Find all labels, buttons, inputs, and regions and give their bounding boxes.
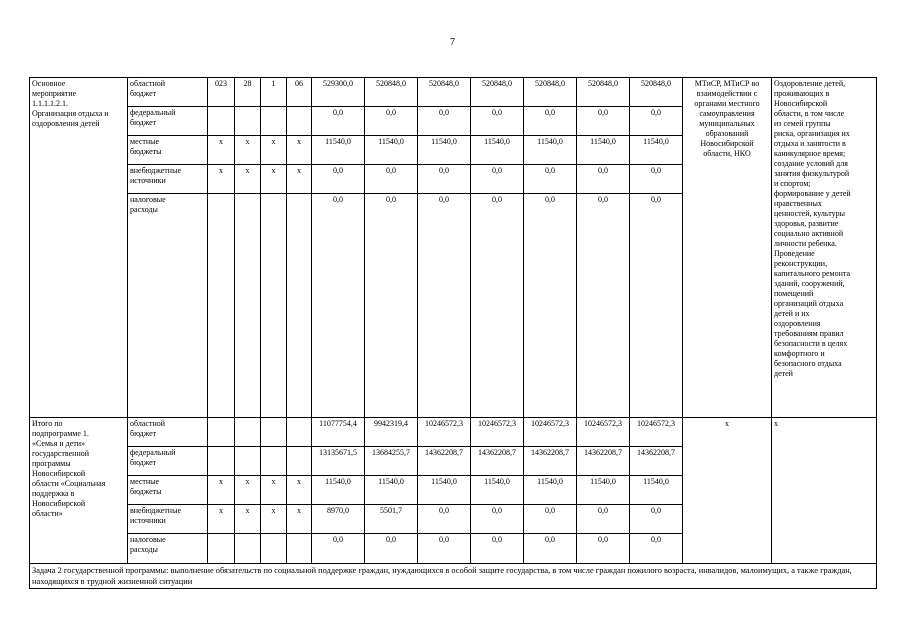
amount-cell: 0,0 (524, 165, 577, 194)
budget-code-cell: х (208, 165, 235, 194)
amount-cell: 0,0 (524, 107, 577, 136)
amount-cell: 14362208,7 (471, 447, 524, 476)
amount-cell: 11540,0 (471, 476, 524, 505)
amount-cell: 0,0 (365, 107, 418, 136)
budget-code-cell: 1 (261, 78, 287, 107)
amount-cell: 520848,0 (577, 78, 630, 107)
amount-cell: 11540,0 (630, 476, 683, 505)
table-row (30, 418, 877, 447)
amount-cell: 520848,0 (471, 78, 524, 107)
executor-cell: МТиСР, МТиСР во взаимодействии с органами местного самоуправления муниципальных образований Новосибирской области, НКО (683, 78, 772, 418)
budget-code-cell: х (208, 476, 235, 505)
result-cell: Оздоровление детей, проживающих в Новосибирской области, в том числе из семей группы риска, организация их отдыха и занятости в каникулярное время; создание условий для занятия физкультурой и спортом; формирование у детей нравственных ценностей, культуры здоровья, развитие социально активной личности ребенка. Проведение реконструкции, капитального ремонта зданий, сооружений, помещений организаций отдыха детей и их оздоровления требованиям правил безопасности в целях комфортного и безопасного отдыха детей (772, 78, 877, 418)
amount-cell: 0,0 (524, 534, 577, 564)
budget-code-cell: х (235, 505, 261, 534)
budget-table (29, 77, 877, 589)
budget-code-cell: х (261, 505, 287, 534)
amount-cell: 0,0 (471, 534, 524, 564)
amount-cell: 0,0 (524, 194, 577, 418)
budget-code-cell: х (235, 476, 261, 505)
funding-source-cell: местные бюджеты (128, 136, 208, 165)
funding-source-cell: местные бюджеты (128, 476, 208, 505)
amount-cell: 11540,0 (524, 136, 577, 165)
executor-cell: х (683, 418, 772, 564)
amount-cell: 520848,0 (418, 78, 471, 107)
budget-code-cell (287, 418, 312, 447)
budget-code-cell: х (261, 165, 287, 194)
budget-code-cell (287, 447, 312, 476)
budget-code-cell (235, 534, 261, 564)
amount-cell: 0,0 (630, 165, 683, 194)
funding-source-cell: налоговые расходы (128, 194, 208, 418)
amount-cell: 0,0 (577, 107, 630, 136)
amount-cell: 11540,0 (365, 136, 418, 165)
amount-cell: 14362208,7 (630, 447, 683, 476)
amount-cell: 11540,0 (312, 476, 365, 505)
budget-code-cell (261, 447, 287, 476)
amount-cell: 0,0 (630, 534, 683, 564)
amount-cell: 11540,0 (577, 136, 630, 165)
budget-table-body (30, 78, 877, 589)
budget-code-cell: х (208, 136, 235, 165)
budget-code-cell (261, 534, 287, 564)
amount-cell: 0,0 (365, 165, 418, 194)
amount-cell: 13684255,7 (365, 447, 418, 476)
budget-code-cell (287, 194, 312, 418)
amount-cell: 0,0 (577, 534, 630, 564)
budget-code-cell (208, 418, 235, 447)
result-cell: х (772, 418, 877, 564)
amount-cell: 0,0 (418, 194, 471, 418)
amount-cell: 10246572,3 (630, 418, 683, 447)
task-heading-cell: Задача 2 государственной программы: выполнение обязательств по социальной поддержке граждан, нуждающихся в особой защите государства, в том числе граждан пожилого возраста, инвалидов, малоимущих, а также граждан, находящихся в трудной жизненной ситуации (30, 564, 877, 589)
amount-cell: 0,0 (418, 165, 471, 194)
amount-cell: 14362208,7 (577, 447, 630, 476)
amount-cell: 0,0 (471, 194, 524, 418)
budget-code-cell: х (287, 136, 312, 165)
amount-cell: 0,0 (577, 165, 630, 194)
amount-cell: 11077754,4 (312, 418, 365, 447)
measure-name-cell: Основное мероприятие 1.1.1.1.2.1. Организация отдыха и оздоровления детей (30, 78, 128, 418)
amount-cell: 10246572,3 (524, 418, 577, 447)
budget-code-cell (287, 534, 312, 564)
amount-cell: 10246572,3 (577, 418, 630, 447)
budget-code-cell: х (287, 505, 312, 534)
amount-cell: 0,0 (630, 505, 683, 534)
amount-cell: 11540,0 (524, 476, 577, 505)
amount-cell: 0,0 (577, 505, 630, 534)
amount-cell: 0,0 (312, 534, 365, 564)
budget-code-cell (235, 194, 261, 418)
amount-cell: 9942319,4 (365, 418, 418, 447)
budget-code-cell: х (287, 476, 312, 505)
amount-cell: 11540,0 (312, 136, 365, 165)
amount-cell: 0,0 (471, 107, 524, 136)
amount-cell: 11540,0 (630, 136, 683, 165)
budget-code-cell: х (261, 476, 287, 505)
amount-cell: 0,0 (365, 534, 418, 564)
budget-code-cell: х (235, 165, 261, 194)
amount-cell: 0,0 (365, 194, 418, 418)
funding-source-cell: областной бюджет (128, 78, 208, 107)
amount-cell: 14362208,7 (418, 447, 471, 476)
amount-cell: 0,0 (418, 107, 471, 136)
measure-name-cell: Итого по подпрограмме 1. «Семья и дети» государственной программы Новосибирской области «Социальная поддержка в Новосибирской области» (30, 418, 128, 564)
amount-cell: 13135671,5 (312, 447, 365, 476)
budget-code-cell (261, 418, 287, 447)
budget-code-cell (235, 418, 261, 447)
amount-cell: 0,0 (630, 107, 683, 136)
budget-code-cell (287, 107, 312, 136)
budget-code-cell: 06 (287, 78, 312, 107)
budget-code-cell (261, 194, 287, 418)
amount-cell: 0,0 (312, 107, 365, 136)
amount-cell: 0,0 (312, 194, 365, 418)
amount-cell: 10246572,3 (471, 418, 524, 447)
amount-cell: 0,0 (312, 165, 365, 194)
budget-code-cell: 023 (208, 78, 235, 107)
budget-code-cell (208, 194, 235, 418)
funding-source-cell: внебюджетные источники (128, 505, 208, 534)
amount-cell: 10246572,3 (418, 418, 471, 447)
amount-cell: 0,0 (471, 165, 524, 194)
budget-code-cell: х (287, 165, 312, 194)
funding-source-cell: федеральный бюджет (128, 447, 208, 476)
budget-code-cell: х (235, 136, 261, 165)
funding-source-cell: федеральный бюджет (128, 107, 208, 136)
amount-cell: 0,0 (471, 505, 524, 534)
amount-cell: 0,0 (418, 534, 471, 564)
funding-source-cell: внебюджетные источники (128, 165, 208, 194)
amount-cell: 11540,0 (365, 476, 418, 505)
budget-code-cell: х (261, 136, 287, 165)
budget-code-cell: х (208, 505, 235, 534)
table-row (30, 78, 877, 107)
budget-code-cell (235, 107, 261, 136)
budget-code-cell (208, 447, 235, 476)
budget-code-cell: 28 (235, 78, 261, 107)
budget-code-cell (261, 107, 287, 136)
amount-cell: 11540,0 (471, 136, 524, 165)
amount-cell: 11540,0 (418, 136, 471, 165)
budget-code-cell (208, 107, 235, 136)
amount-cell: 0,0 (418, 505, 471, 534)
amount-cell: 520848,0 (365, 78, 418, 107)
amount-cell: 0,0 (577, 194, 630, 418)
budget-code-cell (235, 447, 261, 476)
amount-cell: 0,0 (630, 194, 683, 418)
amount-cell: 14362208,7 (524, 447, 577, 476)
funding-source-cell: областной бюджет (128, 418, 208, 447)
amount-cell: 8970,0 (312, 505, 365, 534)
page-number: 7 (450, 37, 455, 48)
amount-cell: 11540,0 (577, 476, 630, 505)
amount-cell: 520848,0 (630, 78, 683, 107)
amount-cell: 520848,0 (524, 78, 577, 107)
funding-source-cell: налоговые расходы (128, 534, 208, 564)
amount-cell: 529300,0 (312, 78, 365, 107)
budget-code-cell (208, 534, 235, 564)
amount-cell: 5501,7 (365, 505, 418, 534)
amount-cell: 0,0 (524, 505, 577, 534)
table-row (30, 564, 877, 589)
amount-cell: 11540,0 (418, 476, 471, 505)
